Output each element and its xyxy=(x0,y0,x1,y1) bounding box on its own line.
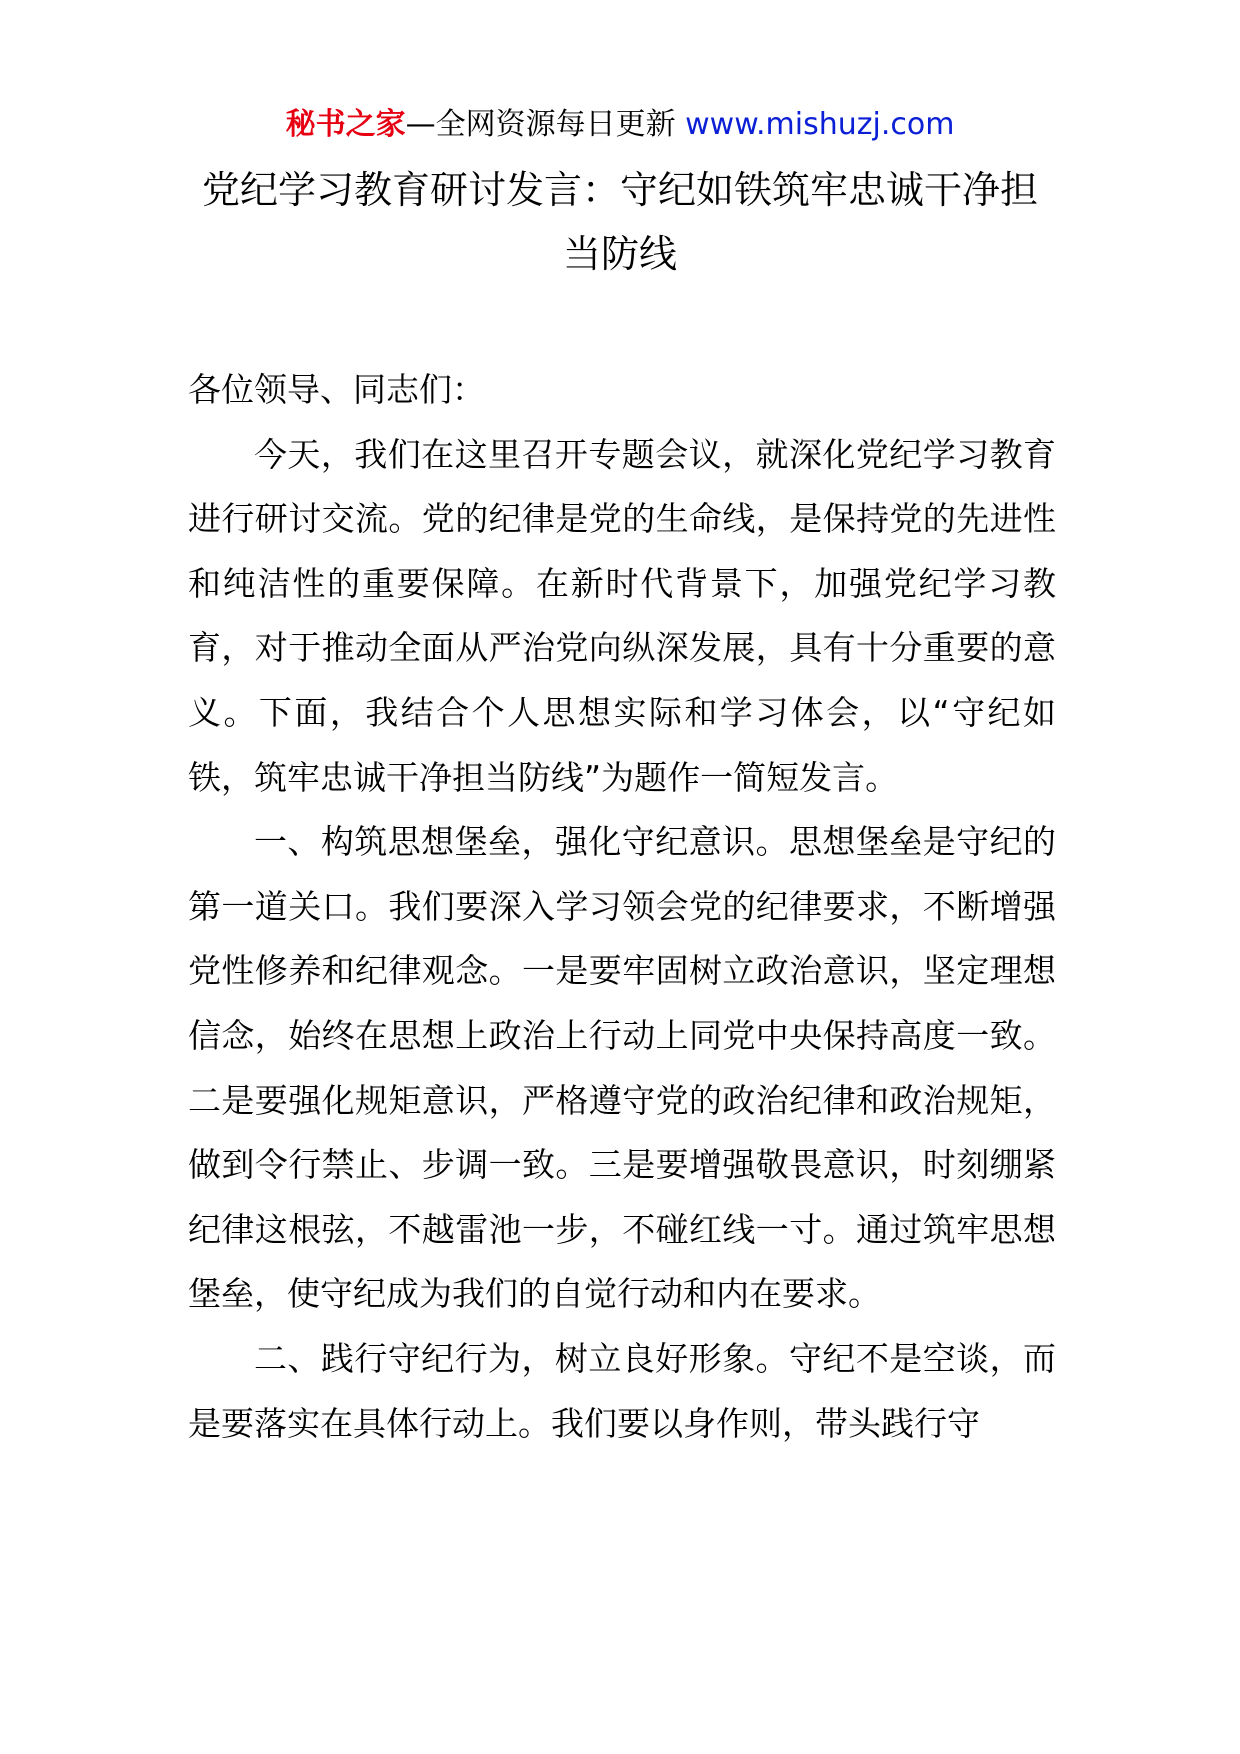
paragraph-intro xyxy=(188,423,1056,811)
paragraph-text: 思想堡垒是守纪的第一道关口。我们要深入学习领会党的纪律要求，不断增强党性修养和纪律观念。一是要牢固树立政治意识，坚定理想信念，始终在思想上政治上行动上同党中央保持高度一致。二是要强化规矩意识，严格遵守党的政治纪律和政治规矩，做到令行禁止、步调一致。三是要增强敬畏意识，时刻绷紧纪律这根弦，不越雷池一步，不碰红线一寸。通过筑牢思想堡垒，使守纪成为我们的自觉行动和内在要求。 xyxy=(188,822,1057,1314)
document-body xyxy=(188,358,1056,1456)
salutation: 各位领导、同志们： xyxy=(188,370,485,409)
paragraph-section-2 xyxy=(188,1327,1056,1456)
paragraph-text: 守纪不是空谈，而是要落实在具体行动上。我们要以身作则，带头践行守 xyxy=(188,1338,1057,1443)
section-heading: 二、践行守纪行为，树立良好形象。 xyxy=(254,1338,789,1378)
site-header xyxy=(0,100,1240,150)
site-brand: 秘书之家 xyxy=(285,107,406,142)
paragraph-text: 今天，我们在这里召开专题会议，就深化党纪学习教育进行研讨交流。党的纪律是党的生命线，是保持党的先进性和纯洁性的重要保障。在新时代背景下，加强党纪学习教育，对于推动全面从严治党向纵深发展，具有十分重要的意义。下面，我结合个人思想实际和学习体会，以“守纪如铁，筑牢忠诚干净担当防线”为题作一简短发言。 xyxy=(188,434,1056,797)
paragraph-section-1 xyxy=(188,810,1056,1327)
site-url-link[interactable]: www.mishuzj.com xyxy=(685,107,955,142)
document-title: 党纪学习教育研讨发言：守纪如铁筑牢忠诚干净担当防线 xyxy=(201,168,1038,276)
section-heading: 一、构筑思想堡垒，强化守纪意识。 xyxy=(254,822,789,862)
site-slogan: —全网资源每日更新 xyxy=(405,107,676,142)
